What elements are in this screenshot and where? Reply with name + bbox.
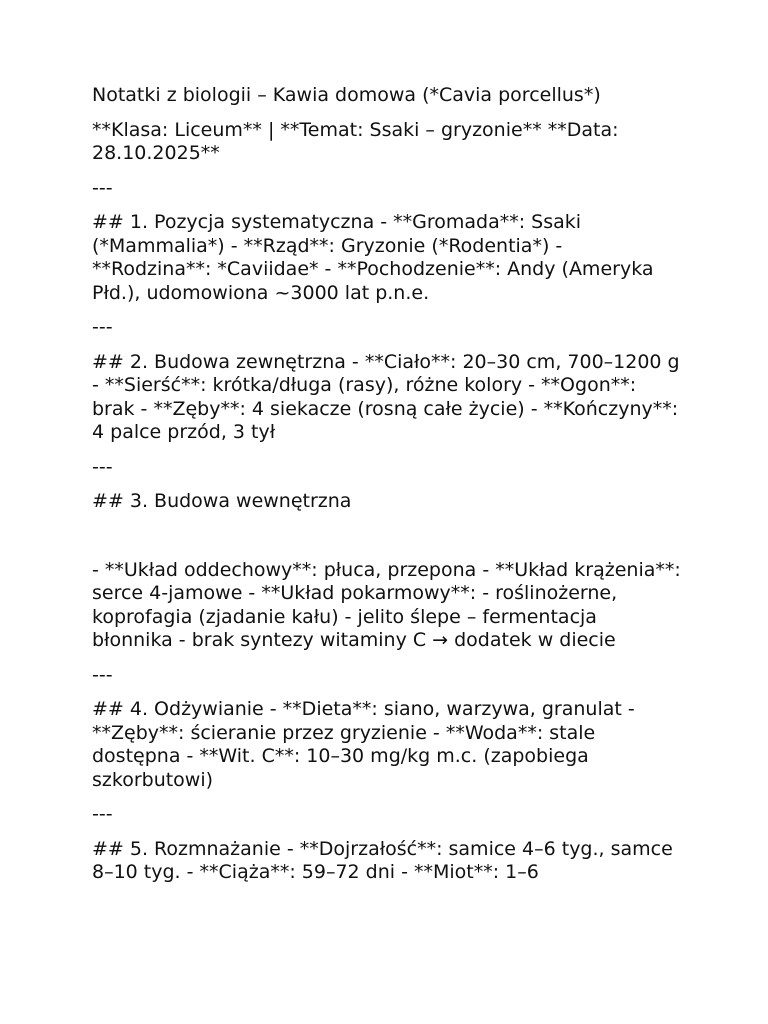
section-4-nutrition: ## 4. Odżywianie - **Dieta**: siano, warzywa, granulat - **Zęby**: ścieranie przez gryzienie - **Woda**: stale dostępna - **Wit. C**: 10–30 mg/kg m.c. (zapobiega szkorbutowi) xyxy=(92,698,635,791)
section-3-heading: ## 3. Budowa wewnętrzna xyxy=(92,490,352,512)
separator: --- xyxy=(92,316,113,338)
document-title: Notatki z biologii – Kawia domowa (*Cavia porcellus*) xyxy=(92,84,601,106)
separator: --- xyxy=(92,803,113,825)
separator: --- xyxy=(92,176,113,199)
separator: --- xyxy=(92,663,113,686)
blank-gap xyxy=(92,525,682,559)
document-page xyxy=(92,84,682,896)
section-2-external-anatomy: ## 2. Budowa zewnętrzna - **Ciało**: 20–30 cm, 700–1200 g - **Sierść**: krótka/długa (rasy), różne kolory - **Ogon**: brak - **Zęby**: 4 siekacze (rosną całe życie) - **Kończyny**: 4 palce przód, 3 tył xyxy=(92,350,680,443)
section-3-internal-anatomy: - **Układ oddechowy**: płuca, przepona - **Układ krążenia**: serce 4-jamowe - **Układ pokarmowy**: - roślinożerne, koprofagia (zjadanie kału) - jelito ślepe – fermentacja błonnika - brak syntezy witaminy C → dodatek w diecie xyxy=(92,558,681,651)
section-5-reproduction: ## 5. Rozmnażanie - **Dojrzałość**: samice 4–6 tyg., samce 8–10 tyg. - **Ciąża**: 59–72 dni - **Miot**: 1–6 xyxy=(92,837,673,883)
section-1-systematics: ## 1. Pozycja systematyczna - **Gromada**: Ssaki (*Mammalia*) - **Rząd**: Gryzonie (*Rodentia*) - **Rodzina**: *Caviidae* - **Pochodzenie**: Andy (Ameryka Płd.), udomowiona ~3000 lat p.n.e. xyxy=(92,211,654,304)
separator: --- xyxy=(92,455,113,478)
document-meta: **Klasa: Liceum** | **Temat: Ssaki – gryzonie** **Data: 28.10.2025** xyxy=(92,118,619,164)
